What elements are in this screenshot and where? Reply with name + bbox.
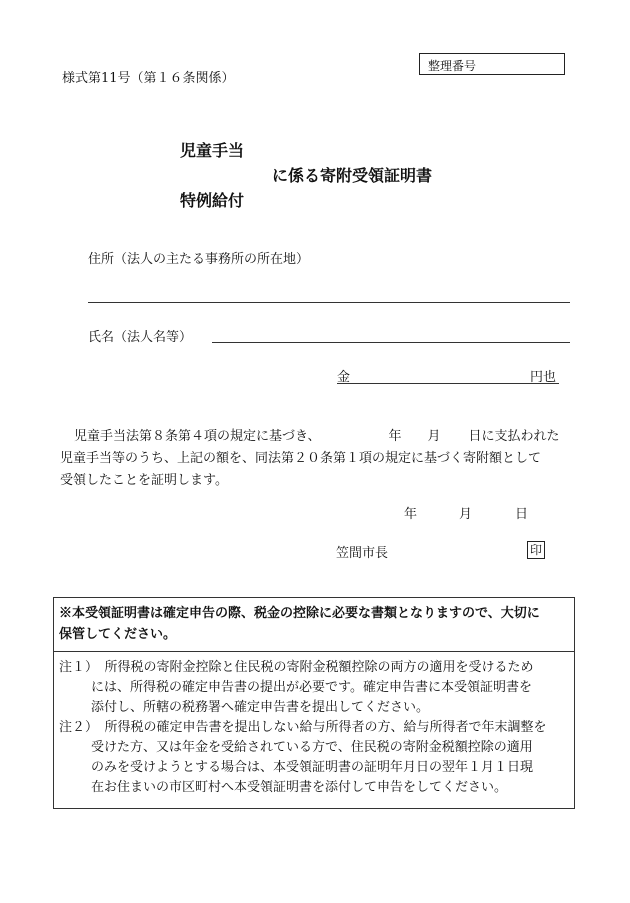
issue-year: 年 — [404, 507, 418, 522]
note-2-line-4: 在お住まいの市区町村へ本受領証明書を添付して申告をしてください。 — [91, 780, 508, 795]
note-2-line-3: のみを受けようとする場合は、本受領証明書の証明年月日の翌年１月１日現 — [91, 760, 534, 775]
issuer-mayor: 笠間市長 — [336, 546, 389, 561]
statement-month: 月 — [427, 429, 441, 444]
title-line-3: 特例給付 — [180, 191, 245, 210]
address-label: 住所（法人の主たる事務所の所在地） — [88, 252, 310, 267]
issue-day: 日 — [515, 507, 529, 522]
amount-suffix: 円也 — [530, 370, 557, 385]
statement-line-1b: 日に支払われた — [468, 429, 560, 444]
seal-mark: 印 — [527, 541, 545, 559]
issue-month: 月 — [459, 507, 473, 522]
note-2 — [59, 718, 547, 798]
notice-heading-line-1: ※本受領証明書は確定申告の際、税金の控除に必要な書類となりますので、大切に — [59, 606, 540, 621]
amount-prefix: 金 — [337, 370, 351, 385]
reference-number-label: 整理番号 — [428, 59, 477, 73]
amount-field-line[interactable] — [337, 383, 559, 384]
notice-box — [53, 597, 575, 809]
name-field-line[interactable] — [212, 342, 570, 343]
statement-line-2: 児童手当等のうち、上記の額を、同法第２０条第１項の規定に基づく寄附額として — [60, 451, 542, 466]
statement-line-1a: 児童手当法第８条第４項の規定に基づき、 — [74, 429, 321, 444]
note-2-line-1: 注２） 所得税の確定申告書を提出しない給与所得者の方、給与所得者で年末調整を — [59, 720, 547, 735]
note-1 — [59, 658, 534, 718]
statement-year: 年 — [388, 429, 402, 444]
statement-line-3: 受領したことを証明します。 — [60, 473, 228, 488]
title-line-1: 児童手当 — [180, 141, 245, 160]
note-2-line-2: 受けた方、又は年金を受給されている方で、住民税の寄附金税額控除の適用 — [91, 740, 533, 755]
notice-heading — [54, 598, 574, 652]
title-line-2: に係る寄附受領証明書 — [272, 166, 433, 185]
form-number: 様式第11号（第１６条関係） — [62, 71, 235, 86]
name-label: 氏名（法人名等） — [88, 330, 193, 345]
note-1-line-1: 注１） 所得税の寄附金控除と住民税の寄附金税額控除の両方の適用を受けるため — [59, 660, 534, 675]
reference-number-box[interactable] — [419, 53, 565, 75]
notice-heading-line-2: 保管してください。 — [59, 627, 177, 642]
address-field-line[interactable] — [88, 302, 570, 303]
note-1-line-2: には、所得税の確定申告書の提出が必要です。確定申告書に本受領証明書を — [91, 680, 532, 695]
certification-statement — [60, 426, 572, 492]
note-1-line-3: 添付し、所轄の税務署へ確定申告書を提出してください。 — [91, 700, 430, 715]
